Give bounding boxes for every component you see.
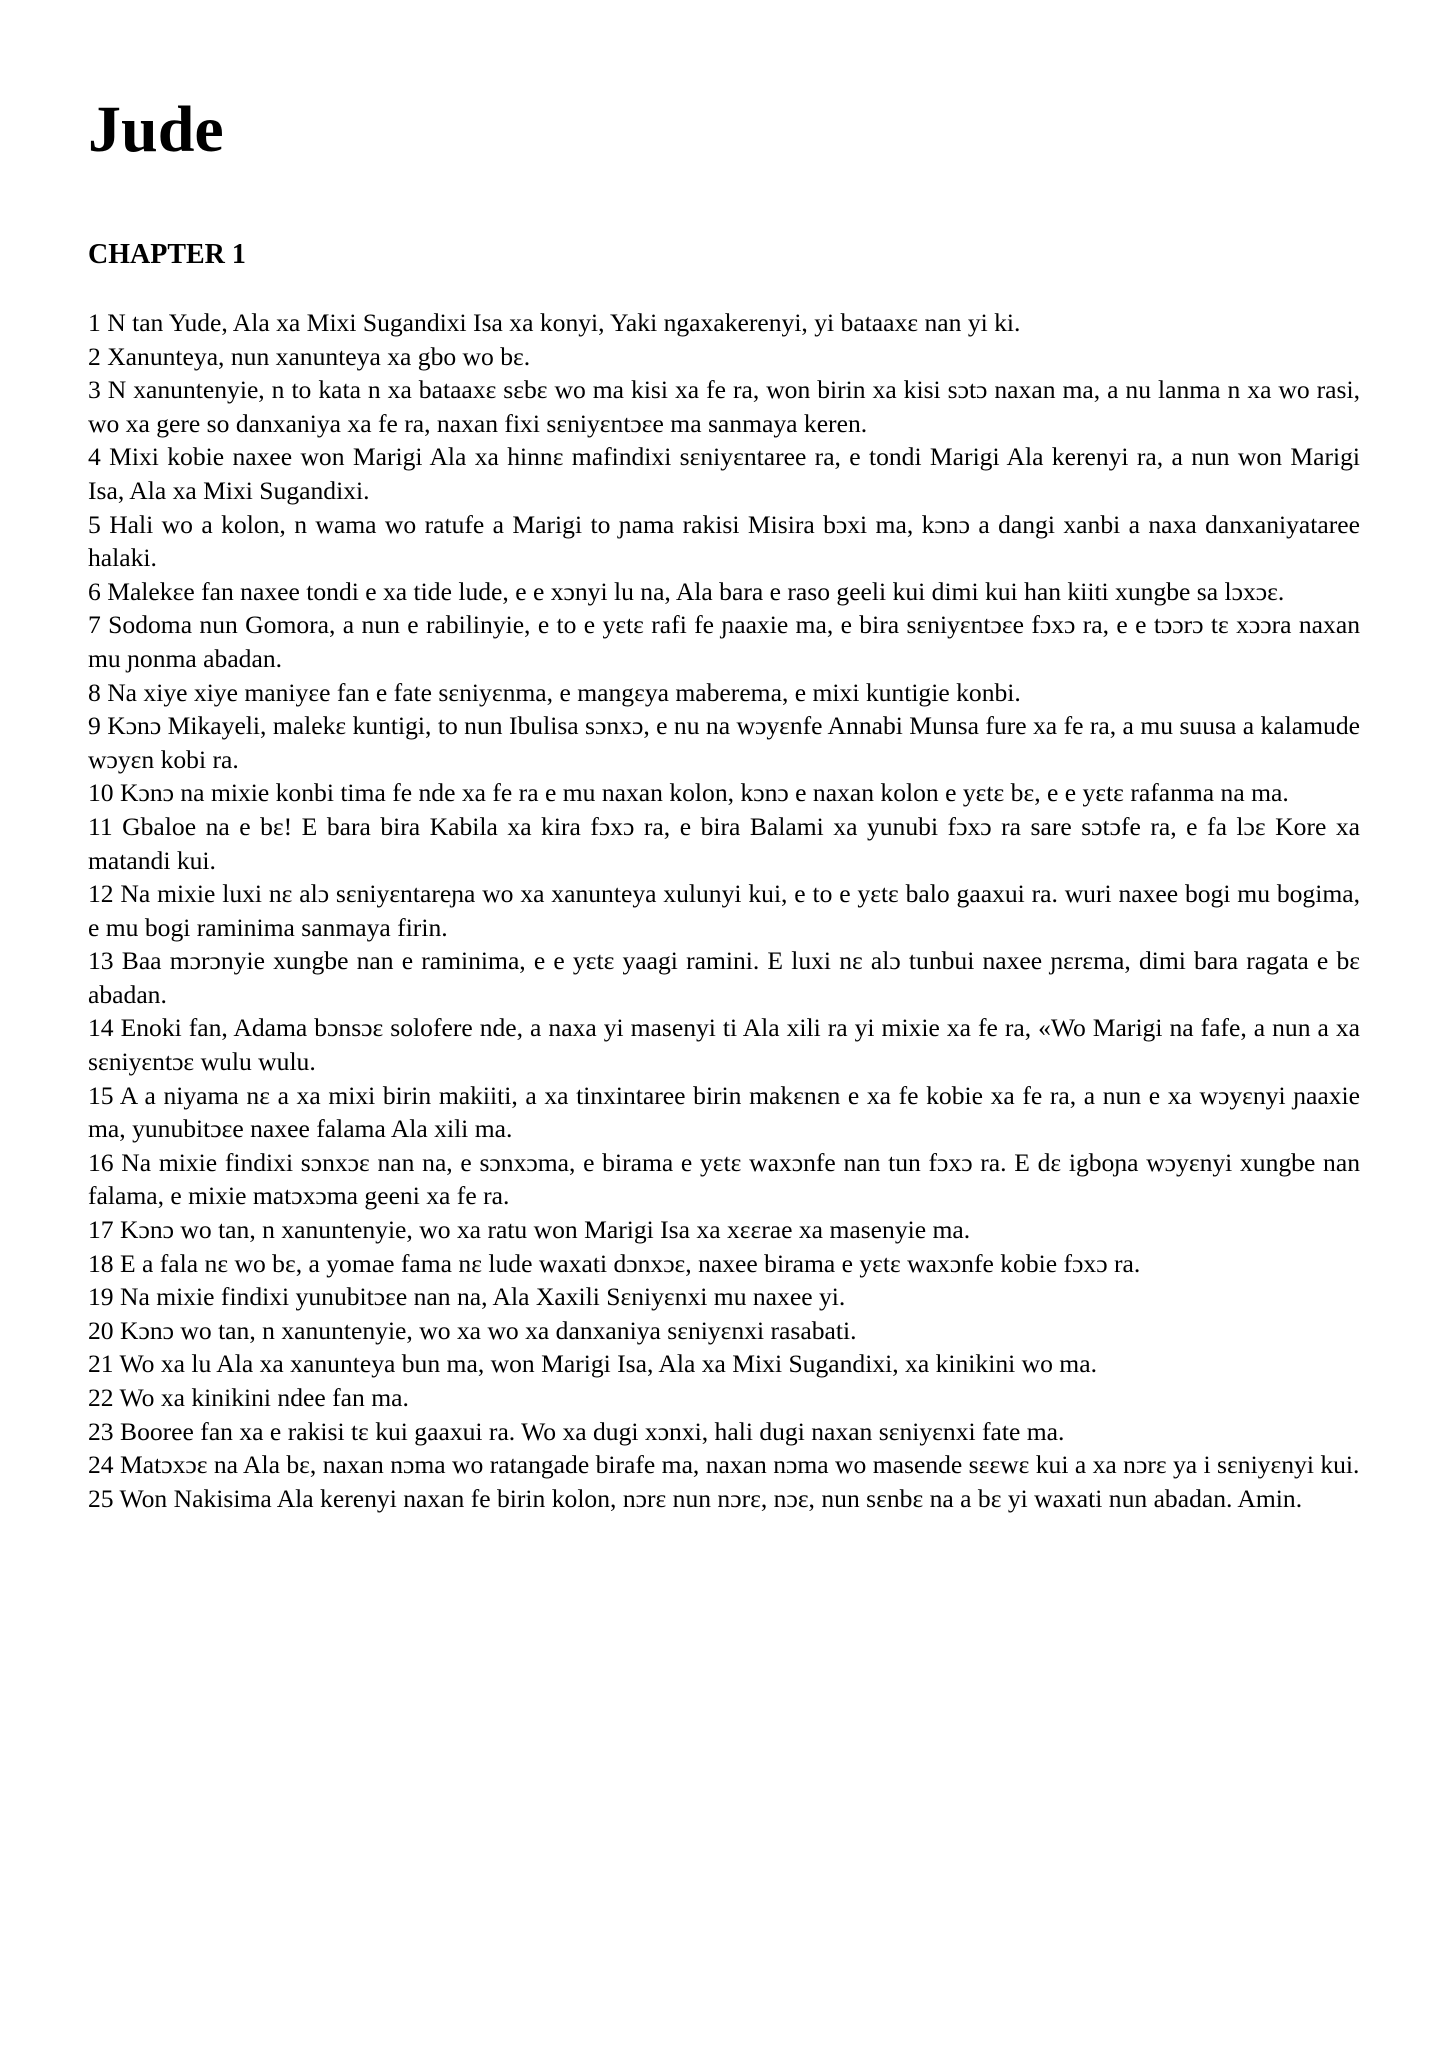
verse-25: 25 Won Nakisima Ala kerenyi naxan fe birin kolon, nɔrɛ nun nɔrɛ, nɔɛ, nun sɛnbɛ na a bɛ yi waxati nun abadan. Amin. bbox=[88, 1483, 1303, 1513]
verse-10: 10 Kɔnɔ na mixie konbi tima fe nde xa fe ra e mu naxan kolon, kɔnɔ e naxan kolon e yɛtɛ bɛ, e e yɛtɛ rafanma na ma. bbox=[88, 778, 1289, 808]
verse-12: 12 Na mixie luxi nɛ alɔ sɛniyɛntareɲa wo xa xanunteya xulunyi kui, e to e yɛtɛ balo gaaxui ra. wuri naxee bogi mu bogima, e mu bogi raminima sanmaya firin. bbox=[88, 879, 1360, 942]
verse-19: 19 Na mixie findixi yunubitɔɛe nan na, Ala Xaxili Sɛniyɛnxi mu naxee yi. bbox=[88, 1282, 846, 1312]
book-title: Jude bbox=[88, 93, 224, 166]
verse-6: 6 Malekɛe fan naxee tondi e xa tide lude, e e xɔnyi lu na, Ala bara e raso geeli kui dimi kui han kiiti xungbe sa lɔxɔɛ. bbox=[88, 576, 1285, 606]
verse-5: 5 Hali wo a kolon, n wama wo ratufe a Marigi to ɲama rakisi Misira bɔxi ma, kɔnɔ a dangi xanbi a naxa danxaniyataree halaki. bbox=[88, 509, 1360, 573]
verse-24: 24 Matɔxɔɛ na Ala bɛ, naxan nɔma wo ratangade birafe ma, naxan nɔma wo masende sɛɛwɛ kui a xa nɔrɛ ya i sɛniyɛnyi kui. bbox=[88, 1450, 1360, 1480]
verse-7: 7 Sodoma nun Gomora, a nun e rabilinyie, e to e yɛtɛ rafi fe ɲaaxie ma, e bira sɛniyɛntɔɛe fɔxɔ ra, e e tɔɔrɔ tɛ xɔɔra naxan mu ɲonma abadan. bbox=[88, 610, 1360, 673]
verse-17: 17 Kɔnɔ wo tan, n xanuntenyie, wo xa ratu won Marigi Isa xa xɛɛrae xa masenyie ma. bbox=[88, 1215, 971, 1245]
verse-13: 13 Baa mɔrɔnyie xungbe nan e raminima, e e yɛtɛ yaagi ramini. E luxi nɛ alɔ tunbui naxee ɲɛrɛma, dimi bara ragata e bɛ abadan. bbox=[88, 946, 1360, 1009]
verse-23: 23 Booree fan xa e rakisi tɛ kui gaaxui ra. Wo xa dugi xɔnxi, hali dugi naxan sɛniyɛnxi fate ma. bbox=[88, 1416, 1065, 1446]
verse-18: 18 E a fala nɛ wo bɛ, a yomae fama nɛ lude waxati dɔnxɔɛ, naxee birama e yɛtɛ waxɔnfe kobie fɔxɔ ra. bbox=[88, 1248, 1141, 1278]
verse-14: 14 Enoki fan, Adama bɔnsɔɛ solofere nde, a naxa yi masenyi ti Ala xili ra yi mixie xa fe ra, «Wo Marigi na fafe, a nun a xa sɛniyɛntɔɛ wulu wulu. bbox=[88, 1013, 1360, 1077]
verse-1: 1 N tan Yude, Ala xa Mixi Sugandixi Isa xa konyi, Yaki ngaxakerenyi, yi bataaxɛ nan yi ki. bbox=[88, 308, 1021, 337]
verse-2: 2 Xanunteya, nun xanunteya xa gbo wo bɛ. bbox=[88, 341, 531, 371]
chapter-heading: CHAPTER 1 bbox=[88, 239, 246, 270]
verse-list bbox=[88, 306, 1360, 1515]
verse-8: 8 Na xiye xiye maniyɛe fan e fate sɛniyɛnma, e mangɛya maberema, e mixi kuntigie konbi. bbox=[88, 677, 1021, 707]
verse-9: 9 Kɔnɔ Mikayeli, malekɛ kuntigi, to nun Ibulisa sɔnxɔ, e nu na wɔyɛnfe Annabi Munsa fure xa fe ra, a mu suusa a kalamude wɔyɛn kobi ra. bbox=[88, 711, 1360, 774]
verse-20: 20 Kɔnɔ wo tan, n xanuntenyie, wo xa wo xa danxaniya sɛniyɛnxi rasabati. bbox=[88, 1315, 857, 1345]
verse-15: 15 A a niyama nɛ a xa mixi birin makiiti, a xa tinxintaree birin makɛnɛn e xa fe kobie xa fe ra, a nun e xa wɔyɛnyi ɲaaxie ma, yunubitɔɛe naxee falama Ala xili ma. bbox=[88, 1080, 1360, 1144]
verse-16: 16 Na mixie findixi sɔnxɔɛ nan na, e sɔnxɔma, e birama e yɛtɛ waxɔnfe nan tun fɔxɔ ra. E dɛ igboɲa wɔyɛnyi xungbe nan falama, e mixie matɔxɔma geeni xa fe ra. bbox=[88, 1147, 1360, 1211]
verse-4: 4 Mixi kobie naxee won Marigi Ala xa hinnɛ mafindixi sɛniyɛntaree ra, e tondi Marigi Ala kerenyi ra, a nun won Marigi Isa, Ala xa Mixi Sugandixi. bbox=[88, 442, 1360, 505]
verse-3: 3 N xanuntenyie, n to kata n xa bataaxɛ sɛbɛ wo ma kisi xa fe ra, won birin xa kisi sɔtɔ naxan ma, a nu lanma n xa wo rasi, wo xa gere so danxaniya xa fe ra, naxan fixi sɛniyɛntɔɛe ma sanmaya keren. bbox=[88, 375, 1360, 438]
verse-11: 11 Gbaloe na e bɛ! E bara bira Kabila xa kira fɔxɔ ra, e bira Balami xa yunubi fɔxɔ ra sare sɔtɔfe ra, e fa lɔɛ Kore xa matandi kui. bbox=[88, 811, 1360, 875]
verse-22: 22 Wo xa kinikini ndee fan ma. bbox=[88, 1383, 409, 1412]
verse-21: 21 Wo xa lu Ala xa xanunteya bun ma, won Marigi Isa, Ala xa Mixi Sugandixi, xa kinikini wo ma. bbox=[88, 1349, 1097, 1379]
